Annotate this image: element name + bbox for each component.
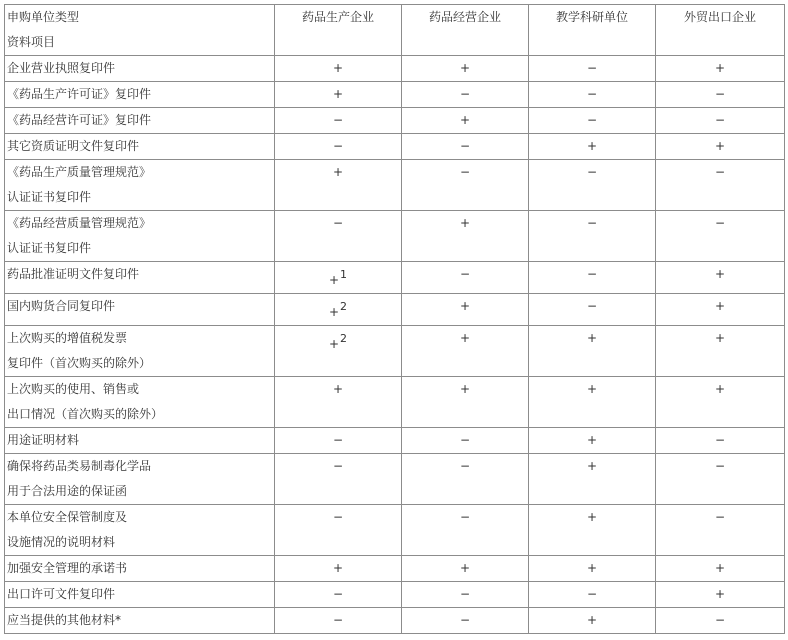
requirement-mark-cell bbox=[656, 608, 785, 634]
requirement-mark bbox=[333, 428, 343, 453]
row-label-cell bbox=[5, 211, 275, 262]
column-header bbox=[402, 5, 529, 56]
requirement-mark bbox=[333, 454, 343, 479]
requirement-mark-cell bbox=[275, 160, 402, 211]
requirement-mark-cell bbox=[529, 294, 656, 326]
requirement-mark-symbol: − bbox=[459, 139, 471, 153]
requirement-mark-symbol: + bbox=[714, 267, 726, 281]
requirement-mark-symbol: + bbox=[586, 382, 598, 396]
requirement-mark bbox=[333, 556, 343, 581]
table-row bbox=[5, 82, 785, 108]
requirement-mark bbox=[333, 108, 343, 133]
requirement-mark-symbol: + bbox=[714, 61, 726, 75]
requirements-table bbox=[4, 4, 785, 634]
table-row bbox=[5, 262, 785, 294]
requirement-mark-symbol: + bbox=[714, 331, 726, 345]
requirement-mark-symbol: + bbox=[586, 613, 598, 627]
row-label-cell bbox=[5, 608, 275, 634]
table-row bbox=[5, 160, 785, 211]
requirement-mark bbox=[587, 377, 597, 402]
row-label-cell bbox=[5, 326, 275, 377]
table-header-row bbox=[5, 5, 785, 56]
row-label-line: 其它资质证明文件复印件 bbox=[7, 139, 140, 153]
requirement-mark bbox=[715, 454, 725, 479]
requirement-mark-symbol: + bbox=[328, 337, 340, 351]
requirement-mark bbox=[333, 82, 343, 107]
row-label-cell bbox=[5, 582, 275, 608]
requirement-mark-cell bbox=[529, 108, 656, 134]
requirement-mark-symbol: + bbox=[332, 382, 344, 396]
requirement-mark-cell bbox=[656, 108, 785, 134]
requirement-mark-cell bbox=[402, 294, 529, 326]
requirement-mark bbox=[715, 262, 725, 287]
row-label-line: 用途证明材料 bbox=[7, 433, 80, 447]
requirement-mark-symbol: − bbox=[459, 613, 471, 627]
row-label-line: 《药品生产许可证》复印件 bbox=[7, 87, 152, 101]
row-label-line: 出口许可文件复印件 bbox=[7, 587, 116, 601]
column-header bbox=[656, 5, 785, 56]
requirement-mark bbox=[460, 160, 470, 185]
requirement-mark-cell bbox=[402, 262, 529, 294]
row-label-line: 认证证书复印件 bbox=[7, 190, 92, 204]
requirement-mark bbox=[460, 294, 470, 319]
requirement-mark-cell bbox=[529, 608, 656, 634]
requirement-mark-symbol: − bbox=[459, 433, 471, 447]
requirement-mark-cell bbox=[656, 211, 785, 262]
requirement-mark-symbol: − bbox=[586, 267, 598, 281]
row-label-cell bbox=[5, 454, 275, 505]
requirement-mark-symbol: − bbox=[332, 587, 344, 601]
requirement-mark-cell bbox=[275, 211, 402, 262]
requirement-mark-cell bbox=[402, 82, 529, 108]
requirement-mark-cell bbox=[275, 262, 402, 294]
requirement-mark bbox=[460, 56, 470, 81]
requirement-mark-symbol: − bbox=[332, 433, 344, 447]
requirement-mark bbox=[715, 134, 725, 159]
requirement-mark-symbol: − bbox=[332, 216, 344, 230]
requirement-mark bbox=[333, 377, 343, 402]
requirement-mark bbox=[587, 56, 597, 81]
table-row bbox=[5, 454, 785, 505]
requirement-mark bbox=[587, 160, 597, 185]
requirement-mark-symbol: + bbox=[332, 561, 344, 575]
requirement-mark-symbol: + bbox=[459, 331, 471, 345]
row-label-line: 复印件（首次购买的除外） bbox=[7, 356, 152, 370]
requirement-mark-cell bbox=[529, 326, 656, 377]
requirement-mark bbox=[587, 505, 597, 530]
column-header-label: 外贸出口企业 bbox=[683, 10, 756, 24]
row-label-line: 《药品经营许可证》复印件 bbox=[7, 113, 152, 127]
row-label-cell bbox=[5, 56, 275, 82]
requirement-mark-cell bbox=[402, 56, 529, 82]
requirement-mark-symbol: + bbox=[586, 510, 598, 524]
requirement-mark bbox=[715, 556, 725, 581]
column-header bbox=[529, 5, 656, 56]
requirement-mark-cell bbox=[402, 211, 529, 262]
requirement-mark-symbol: − bbox=[332, 510, 344, 524]
requirement-mark-symbol: − bbox=[459, 165, 471, 179]
requirement-mark bbox=[333, 134, 343, 159]
requirement-mark bbox=[715, 82, 725, 107]
requirement-mark bbox=[587, 108, 597, 133]
requirement-mark bbox=[460, 608, 470, 633]
requirement-mark-symbol: + bbox=[586, 139, 598, 153]
requirement-mark-symbol: − bbox=[714, 613, 726, 627]
requirement-mark-cell bbox=[402, 608, 529, 634]
row-label-cell bbox=[5, 505, 275, 556]
requirement-mark-cell bbox=[402, 428, 529, 454]
header-corner-cell bbox=[5, 5, 275, 56]
requirement-mark-symbol: − bbox=[714, 459, 726, 473]
row-label-line: 上次购买的使用、销售或 bbox=[7, 382, 140, 396]
requirement-mark-cell bbox=[275, 582, 402, 608]
requirement-mark-symbol: + bbox=[714, 139, 726, 153]
table-row bbox=[5, 428, 785, 454]
requirement-mark bbox=[333, 160, 343, 185]
requirement-mark-cell bbox=[656, 160, 785, 211]
table-row bbox=[5, 326, 785, 377]
requirement-mark-cell bbox=[402, 160, 529, 211]
requirement-mark-symbol: − bbox=[459, 587, 471, 601]
requirement-mark bbox=[587, 326, 597, 351]
column-header-label: 教学科研单位 bbox=[555, 10, 628, 24]
requirement-mark-symbol: + bbox=[714, 299, 726, 313]
row-label-line: 上次购买的增值税发票 bbox=[7, 331, 128, 345]
requirement-mark-cell bbox=[275, 505, 402, 556]
requirement-mark bbox=[715, 160, 725, 185]
requirement-mark-symbol: + bbox=[586, 459, 598, 473]
requirement-mark-symbol: + bbox=[586, 331, 598, 345]
requirement-mark bbox=[715, 582, 725, 607]
requirement-mark bbox=[587, 608, 597, 633]
requirement-mark-cell bbox=[529, 160, 656, 211]
requirement-mark bbox=[333, 582, 343, 607]
footnote-marker: 1 bbox=[340, 268, 348, 281]
table-row bbox=[5, 294, 785, 326]
row-label-line: 本单位安全保管制度及 bbox=[7, 510, 128, 524]
requirement-mark bbox=[460, 582, 470, 607]
requirement-mark bbox=[587, 262, 597, 287]
requirement-mark-symbol: + bbox=[459, 216, 471, 230]
column-header-label: 药品经营企业 bbox=[428, 10, 501, 24]
requirement-mark-symbol: + bbox=[459, 113, 471, 127]
requirement-mark-symbol: + bbox=[459, 61, 471, 75]
requirement-mark-cell bbox=[275, 56, 402, 82]
column-header-label: 药品生产企业 bbox=[301, 10, 374, 24]
requirement-mark-cell bbox=[656, 294, 785, 326]
row-label-cell bbox=[5, 108, 275, 134]
requirement-mark-cell bbox=[275, 556, 402, 582]
requirement-mark bbox=[460, 505, 470, 530]
requirement-mark bbox=[333, 505, 343, 530]
row-label-line: 国内购货合同复印件 bbox=[7, 299, 116, 313]
table-row bbox=[5, 556, 785, 582]
requirement-mark-symbol: − bbox=[586, 113, 598, 127]
row-label-line: 设施情况的说明材料 bbox=[7, 535, 116, 549]
row-label-cell bbox=[5, 262, 275, 294]
requirement-mark-symbol: − bbox=[459, 510, 471, 524]
requirement-mark-cell bbox=[402, 377, 529, 428]
requirement-mark-symbol: − bbox=[586, 61, 598, 75]
row-label-line: 《药品生产质量管理规范》 bbox=[7, 165, 152, 179]
header-corner-line: 资料项目 bbox=[7, 35, 56, 49]
requirement-mark-cell bbox=[656, 326, 785, 377]
requirement-mark bbox=[460, 262, 470, 287]
requirement-mark bbox=[333, 608, 343, 633]
requirement-mark-cell bbox=[529, 134, 656, 160]
row-label-line: 药品批准证明文件复印件 bbox=[7, 267, 140, 281]
requirement-mark-cell bbox=[656, 582, 785, 608]
requirement-mark bbox=[715, 505, 725, 530]
column-header bbox=[275, 5, 402, 56]
requirement-mark-cell bbox=[529, 505, 656, 556]
requirement-mark-symbol: + bbox=[714, 587, 726, 601]
requirement-mark-symbol: + bbox=[332, 87, 344, 101]
requirement-mark-symbol: − bbox=[714, 113, 726, 127]
row-label-cell bbox=[5, 428, 275, 454]
requirement-mark bbox=[460, 82, 470, 107]
requirement-mark bbox=[587, 134, 597, 159]
requirement-mark bbox=[715, 326, 725, 351]
requirement-mark-cell bbox=[402, 556, 529, 582]
requirement-mark-symbol: − bbox=[714, 510, 726, 524]
requirement-mark bbox=[587, 82, 597, 107]
requirement-mark-cell bbox=[402, 134, 529, 160]
requirement-mark-symbol: − bbox=[586, 87, 598, 101]
requirement-mark-cell bbox=[529, 262, 656, 294]
requirement-mark-symbol: − bbox=[459, 459, 471, 473]
requirement-mark bbox=[460, 377, 470, 402]
requirement-mark-symbol: − bbox=[586, 299, 598, 313]
requirement-mark-cell bbox=[656, 377, 785, 428]
table-body bbox=[5, 56, 785, 634]
header-corner-line: 申购单位类型 bbox=[7, 10, 80, 24]
requirement-mark-symbol: − bbox=[459, 87, 471, 101]
requirement-mark-cell bbox=[529, 428, 656, 454]
requirement-mark bbox=[329, 262, 347, 293]
requirement-mark-symbol: + bbox=[332, 165, 344, 179]
requirement-mark-symbol: + bbox=[586, 561, 598, 575]
requirement-mark-cell bbox=[656, 556, 785, 582]
requirement-mark bbox=[587, 211, 597, 236]
requirement-mark bbox=[460, 134, 470, 159]
requirement-mark-cell bbox=[275, 377, 402, 428]
requirement-mark-cell bbox=[402, 505, 529, 556]
row-label-line: 《药品经营质量管理规范》 bbox=[7, 216, 152, 230]
requirement-mark-symbol: − bbox=[714, 216, 726, 230]
requirement-mark bbox=[715, 428, 725, 453]
requirement-mark-cell bbox=[529, 454, 656, 505]
requirement-mark bbox=[587, 428, 597, 453]
requirement-mark-symbol: + bbox=[328, 273, 340, 287]
row-label-line: 应当提供的其他材料* bbox=[7, 613, 122, 627]
requirement-mark-symbol: + bbox=[328, 305, 340, 319]
requirement-mark-cell bbox=[275, 134, 402, 160]
requirement-mark-symbol: − bbox=[714, 165, 726, 179]
requirement-mark-symbol: + bbox=[586, 433, 598, 447]
requirement-mark-symbol: + bbox=[332, 61, 344, 75]
requirement-mark bbox=[460, 454, 470, 479]
requirement-mark bbox=[587, 556, 597, 581]
requirement-mark-cell bbox=[275, 428, 402, 454]
requirement-mark-cell bbox=[529, 582, 656, 608]
requirement-mark-symbol: − bbox=[332, 139, 344, 153]
table-row bbox=[5, 56, 785, 82]
row-label-cell bbox=[5, 556, 275, 582]
row-label-line: 出口情况（首次购买的除外） bbox=[7, 407, 164, 421]
row-label-cell bbox=[5, 82, 275, 108]
requirement-mark-cell bbox=[275, 608, 402, 634]
requirement-mark bbox=[460, 108, 470, 133]
requirement-mark-cell bbox=[275, 82, 402, 108]
table-row bbox=[5, 582, 785, 608]
requirement-mark-symbol: − bbox=[714, 87, 726, 101]
requirement-mark bbox=[460, 428, 470, 453]
requirement-mark-cell bbox=[529, 56, 656, 82]
requirement-mark bbox=[587, 582, 597, 607]
table-row bbox=[5, 211, 785, 262]
row-label-cell bbox=[5, 377, 275, 428]
row-label-line: 企业营业执照复印件 bbox=[7, 61, 116, 75]
requirement-mark-cell bbox=[656, 454, 785, 505]
row-label-cell bbox=[5, 134, 275, 160]
requirement-mark bbox=[587, 294, 597, 319]
requirement-mark-cell bbox=[275, 454, 402, 505]
row-label-cell bbox=[5, 294, 275, 326]
requirement-mark-symbol: − bbox=[586, 165, 598, 179]
requirement-mark bbox=[715, 294, 725, 319]
requirement-mark-symbol: − bbox=[332, 459, 344, 473]
requirement-mark-symbol: + bbox=[459, 561, 471, 575]
requirement-mark-cell bbox=[529, 211, 656, 262]
requirement-mark-cell bbox=[275, 294, 402, 326]
requirement-mark-cell bbox=[656, 134, 785, 160]
footnote-marker: 2 bbox=[340, 300, 348, 313]
requirement-mark-cell bbox=[656, 56, 785, 82]
footnote-marker: 2 bbox=[340, 332, 348, 345]
requirement-mark-cell bbox=[275, 326, 402, 377]
requirement-mark-symbol: − bbox=[459, 267, 471, 281]
requirement-mark bbox=[460, 556, 470, 581]
table-row bbox=[5, 505, 785, 556]
row-label-line: 认证证书复印件 bbox=[7, 241, 92, 255]
requirement-mark-cell bbox=[656, 262, 785, 294]
requirement-mark bbox=[333, 211, 343, 236]
requirement-mark bbox=[460, 326, 470, 351]
requirement-mark-symbol: − bbox=[586, 216, 598, 230]
requirement-mark-cell bbox=[402, 326, 529, 377]
requirement-mark bbox=[460, 211, 470, 236]
requirement-mark-cell bbox=[656, 82, 785, 108]
requirement-mark-symbol: − bbox=[332, 613, 344, 627]
requirement-mark bbox=[715, 56, 725, 81]
requirement-mark-cell bbox=[656, 428, 785, 454]
requirement-mark-cell bbox=[656, 505, 785, 556]
requirement-mark-symbol: − bbox=[586, 587, 598, 601]
requirement-mark-cell bbox=[402, 582, 529, 608]
row-label-cell bbox=[5, 160, 275, 211]
requirement-mark bbox=[715, 608, 725, 633]
requirement-mark-symbol: + bbox=[459, 382, 471, 396]
requirement-mark-cell bbox=[529, 377, 656, 428]
row-label-line: 加强安全管理的承诺书 bbox=[7, 561, 128, 575]
table-row bbox=[5, 134, 785, 160]
table-row bbox=[5, 377, 785, 428]
row-label-line: 确保将药品类易制毒化学品 bbox=[7, 459, 152, 473]
requirement-mark-cell bbox=[402, 108, 529, 134]
table-row bbox=[5, 608, 785, 634]
requirement-mark bbox=[715, 377, 725, 402]
requirement-mark-cell bbox=[529, 82, 656, 108]
requirement-mark bbox=[333, 56, 343, 81]
requirement-mark-symbol: − bbox=[332, 113, 344, 127]
requirement-mark-cell bbox=[402, 454, 529, 505]
requirement-mark bbox=[587, 454, 597, 479]
requirement-mark-symbol: + bbox=[714, 382, 726, 396]
requirement-mark-symbol: + bbox=[714, 561, 726, 575]
requirement-mark bbox=[715, 211, 725, 236]
requirement-mark-cell bbox=[529, 556, 656, 582]
requirement-mark-symbol: − bbox=[714, 433, 726, 447]
table-row bbox=[5, 108, 785, 134]
requirement-mark-cell bbox=[275, 108, 402, 134]
requirement-mark bbox=[715, 108, 725, 133]
requirement-mark bbox=[329, 326, 347, 357]
row-label-line: 用于合法用途的保证函 bbox=[7, 484, 128, 498]
requirement-mark bbox=[329, 294, 347, 325]
requirement-mark-symbol: + bbox=[459, 299, 471, 313]
